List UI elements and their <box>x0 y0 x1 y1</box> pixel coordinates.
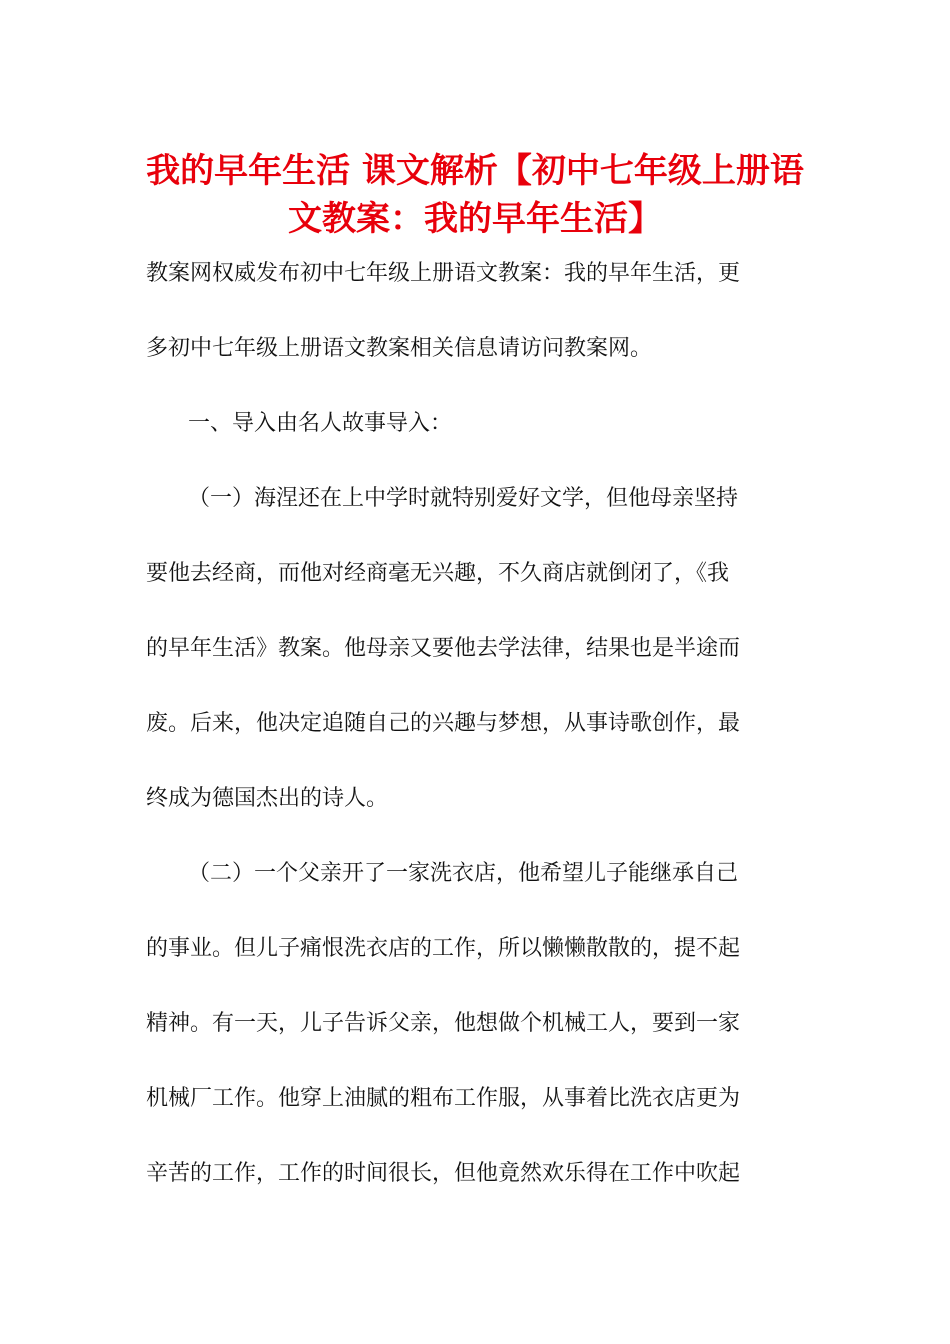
story-2-line-3: 精神。有一天，儿子告诉父亲，他想做个机械工人，要到一家 <box>146 1011 741 1036</box>
body-line-intro-2: 多初中七年级上册语文教案相关信息请访问教案网。 <box>146 336 653 361</box>
story-2-line-1: （二）一个父亲开了一家洗衣店，他希望儿子能继承自己 <box>188 861 739 886</box>
story-2-line-2: 的事业。但儿子痛恨洗衣店的工作，所以懒懒散散的，提不起 <box>146 936 741 961</box>
document-title-line-1: 我的早年生活 课文解析【初中七年级上册语 <box>146 151 804 191</box>
document-title-line-2: 文教案：我的早年生活】 <box>288 199 662 239</box>
body-line-intro-1: 教案网权威发布初中七年级上册语文教案：我的早年生活，更 <box>146 261 741 286</box>
story-1-line-4: 废。后来，他决定追随自己的兴趣与梦想，从事诗歌创作，最 <box>146 711 741 736</box>
story-1-line-5: 终成为德国杰出的诗人。 <box>146 786 389 811</box>
story-2-line-4: 机械厂工作。他穿上油腻的粗布工作服，从事着比洗衣店更为 <box>146 1086 741 1111</box>
story-2-line-5: 辛苦的工作，工作的时间很长，但他竟然欢乐得在工作中吹起 <box>146 1161 741 1186</box>
story-1-line-2: 要他去经商，而他对经商毫无兴趣，不久商店就倒闭了，《我 <box>146 561 730 586</box>
story-1-line-1: （一）海涅还在上中学时就特别爱好文学，但他母亲坚持 <box>188 486 739 511</box>
section-heading-import: 一、导入由名人故事导入： <box>188 411 453 436</box>
story-1-line-3: 的早年生活》教案。他母亲又要他去学法律，结果也是半途而 <box>146 636 741 661</box>
